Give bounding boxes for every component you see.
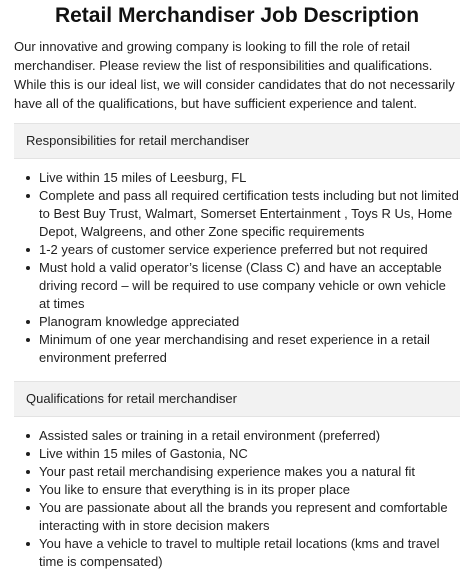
bullet-icon [26, 194, 30, 198]
qualifications-heading: Qualifications for retail merchandiser [14, 381, 460, 417]
bullet-icon [26, 506, 30, 510]
responsibilities-heading: Responsibilities for retail merchandiser [14, 123, 460, 159]
list-item-text: You like to ensure that everything is in its proper place [39, 482, 350, 497]
responsibilities-list [14, 169, 460, 367]
page-title: Retail Merchandiser Job Description [54, 4, 420, 27]
bullet-icon [26, 266, 30, 270]
bullet-icon [26, 248, 30, 252]
list-item [26, 331, 460, 367]
list-item [26, 463, 460, 481]
list-item [26, 187, 460, 241]
list-item [26, 481, 460, 499]
list-item [26, 259, 460, 313]
list-item-text: Must hold a valid operator’s license (Class C) and have an acceptable driving record – will be required to use company vehicle or own vehicle at times [39, 260, 446, 311]
bullet-icon [26, 320, 30, 324]
bullet-icon [26, 452, 30, 456]
bullet-icon [26, 338, 30, 342]
qualifications-section [14, 381, 460, 571]
list-item [26, 169, 460, 187]
qualifications-list [14, 427, 460, 571]
job-description-page [0, 3, 474, 569]
list-item-text: Planogram knowledge appreciated [39, 314, 240, 329]
bullet-icon [26, 434, 30, 438]
list-item-text: You have a vehicle to travel to multiple retail locations (kms and travel time is compensated) [39, 536, 440, 569]
list-item [26, 535, 460, 571]
list-item [26, 313, 460, 331]
bullet-icon [26, 470, 30, 474]
intro-paragraph: Our innovative and growing company is looking to fill the role of retail merchandiser. Please review the list of responsibilities and qualifications. While this is our ideal list, we will consider candidates that do not necessarily have all of the qualifications, but have sufficient experience and talent. [14, 39, 455, 111]
list-item-text: Live within 15 miles of Gastonia, NC [39, 446, 248, 461]
list-item [26, 499, 460, 535]
bullet-icon [26, 542, 30, 546]
list-item-text: Your past retail merchandising experience makes you a natural fit [39, 464, 416, 479]
list-item-text: You are passionate about all the brands you represent and comfortable interacting with in store decision makers [39, 500, 448, 533]
list-item [26, 427, 460, 445]
bullet-icon [26, 488, 30, 492]
list-item-text: Assisted sales or training in a retail environment (preferred) [39, 428, 381, 443]
list-item-text: Complete and pass all required certification tests including but not limited to Best Buy Trust, Walmart, Somerset Entertainment , Toys R Us, Home Depot, Walgreens, and other Zone specific requirements [39, 188, 459, 239]
list-item-text: 1-2 years of customer service experience preferred but not required [39, 242, 428, 257]
list-item-text: Live within 15 miles of Leesburg, FL [39, 170, 247, 185]
responsibilities-section [14, 123, 460, 367]
list-item [26, 241, 460, 259]
bullet-icon [26, 176, 30, 180]
list-item [26, 445, 460, 463]
list-item-text: Minimum of one year merchandising and reset experience in a retail environment preferred [39, 332, 430, 365]
